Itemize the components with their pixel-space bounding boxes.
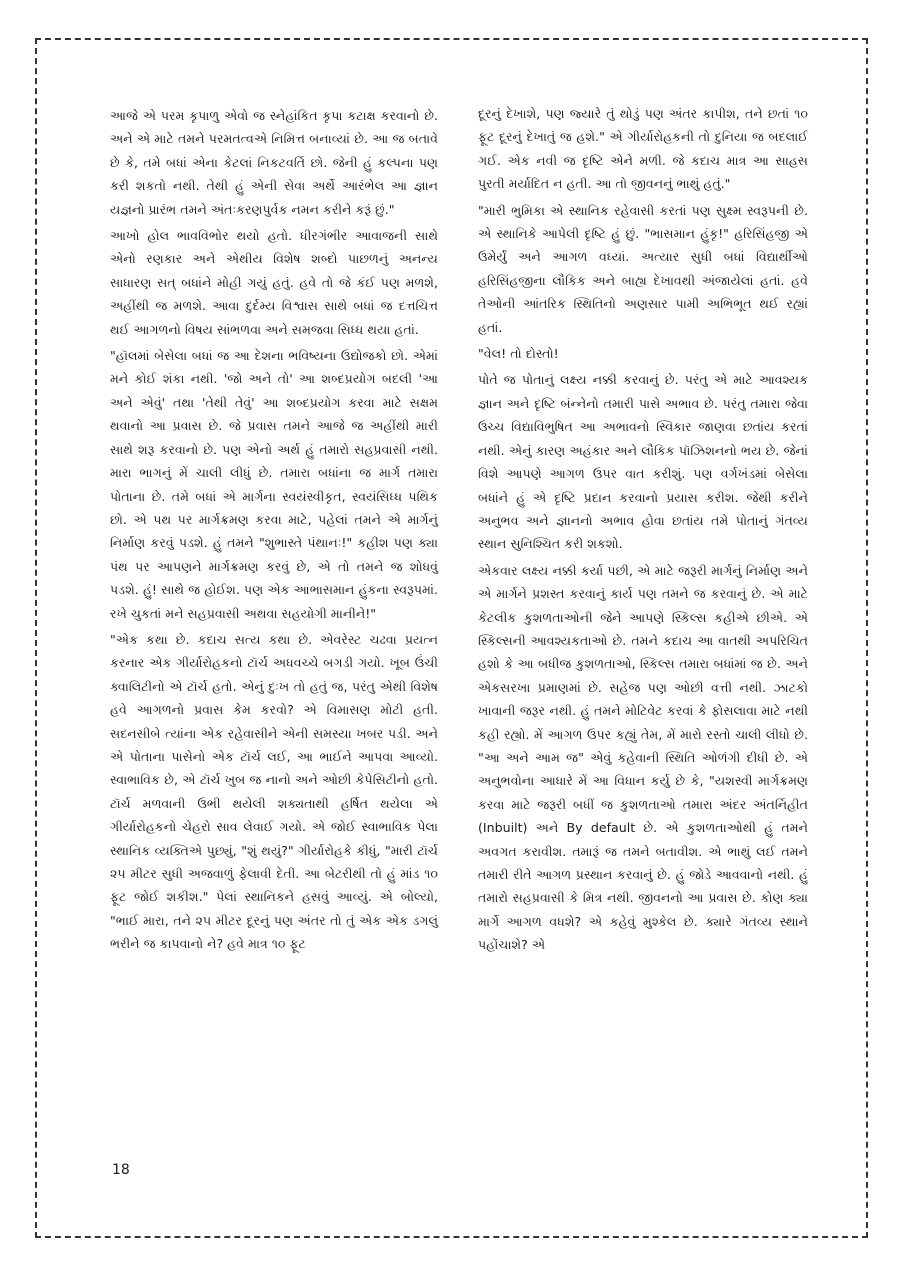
paragraph: એકવાર લક્ષ્ય નક્કી કર્યા પછી, એ માટે જરૂરી માર્ગનું નિર્માણ અને એ માર્ગને પ્રશસ્ત કરવાનું કાર્ય પણ તમને જ કરવાનું છે. એ માટે કેટલીક કુશળતાઓની જેને આપણે સ્કિલ્સ કહીએ છીએ. એ સ્કિલ્સની આવશ્યકતાઓ છે. તમને કદાચ આ વાતથી અપરિચિત હશો કે આ બધીજ કુશળતાઓ, સ્કિલ્સ તમારા બધાંમાં જ છે. અને એકસરખા પ્રમાણમાં છે. સહેજ પણ ઓછી વત્તી નથી. ઝાટકો ખાવાની જરૂર નથી. હું તમને મોટિવેટ કરવાં કે ફોસલાવા માટે નથી કહી રહ્યો. મેં આગળ ઉપર કહ્યું તેમ, મેં મારો રસ્તો ચાલી લીધો છે. "આ અને આમ જ" એવું કહેવાની સ્થિતિ ઓળંગી દીધી છે. એ અનુભવોના આધારે મેં આ વિધાન કર્યુ છે કે, "યશસ્વી માર્ગક્રમણ કરવા માટે જરૂરી બધીં જ કુશળતાઓ તમારા અંદર અંતર્નિહીત (Inbuilt) અને By default છે. એ કુશળતાઓથી હું તમને અવગત કરાવીશ. તમારૂં જ તમને બતાવીશ. એ ભાથું લઈ તમને તમારી રીતે આગળ પ્રસ્થાન કરવાનું છે. હું જોડે આવવાનો નથી. હું તમારો સહપ્રવાસી કે મિત્ર નથી. જીવનનો આ પ્રવાસ છે. કોણ ક્યા માર્ગે આગળ વધશે? એ કહેવું મુશ્કેલ છે. ક્યારે ગંતવ્ય સ્થાને પહોંચાશે? એ: [478, 562, 808, 953]
paragraph: પોતે જ પોતાનું લક્ષ્ય નક્કી કરવાનું છે. પરંતુ એ માટે આવશ્યક જ્ઞાન અને દૃષ્ટિ બંન્નેનો તમારી પાસે અભાવ છે. પરંતુ તમારા જેવા ઉચ્ચ વિદ્યાવિભુષિત આ અભાવનો સ્વિકાર જાણવા છતાંય કરતાં નથી. એનું કારણ અહંકાર અને લૌકિક પૉઝિશનનો ભય છે. જેનાં વિશે આપણે આગળ ઉપર વાત કરીશું. પણ વર્ગખંડમાં બેસેલા બધાંને હું એ દૃષ્ટિ પ્રદાન કરવાનો પ્રયાસ કરીશ. જેથી કરીને અનુભવ અને જ્ઞાનનો અભાવ હોવા છતાંય તમે પોતાનું ગંતવ્ય સ્થાન સુનિશ્ચિત કરી શકશો.: [478, 372, 808, 552]
paragraph: "હૉલમાં બેસેલા બધાં જ આ દેશના ભવિષ્યના ઉદ્યોજકો છો. એમાં મને કોઈ શંકા નથી. 'જો અને તો' આ શબ્દપ્રયોગ બદલી 'આ અને એવું' તથા 'તેથી તેવું' આ શબ્દપ્રયોગ કરવા માટે સક્ષમ થવાનો આ પ્રવાસ છે. જે પ્રવાસ તમને આજે જ અહીંથી મારી સાથે શરૂ કરવાનો છે. પણ એનો અર્થ હું તમારો સહપ્રવાસી નથી. મારા ભાગનું મેં ચાલી લીધું છે. તમારા બધાંના જ માર્ગ તમારા પોતાના છે. તમે બધાં એ માર્ગના સ્વયંસ્વીકૃત, સ્વયંસિધ્ધ પથિક છો. એ પથ પર માર્ગક્રમણ કરવા માટે, પહેલાં તમને એ માર્ગનું નિર્માણ કરવું પડશે. હું તમને "શુભાસ્તે પંથાનઃ!" કહીશ પણ ક્યા પંથ પર આપણને માર્ગક્રમણ કરવું છે, એ તો તમને જ શોધવું પડશે. હું! સાથે જ હોઈશ. પણ એક આભાસમાન હુંકના સ્વરૂપમાં. રખે ચુકતાં મને સહપ્રવાસી અથવા સહયોગી માનીને!": [110, 348, 438, 621]
paragraph: દૂરનું દેખાશે, પણ જ્યારે તું થોડું પણ અંતર કાપીશ, તને છતાં ૧૦ ફૂટ દૂરનું દેખાતું જ હશે." એ ગીર્યારોહકની તો દુનિયા જ બદલાઈ ગઈ. એક નવી જ દૃષ્ટિ એને મળી. જે કદાચ માત્ર આ સાહસ પુરતી મર્યાદિત ન હતી. આ તો જીવનનું ભાથું હતું.": [478, 106, 808, 192]
paragraph: "મારી ભુમિકા એ સ્થાનિક રહેવાસી કરતાં પણ સુક્ષ્મ સ્વરૂપની છે. એ સ્થાનિકે આપેલી દૃષ્ટિ હું છું. "ભાસમાન હુંકૃ!" હરિસિંહજી એ ઉમેર્યું અને આગળ વધ્યાં. અત્યાર સુધી બધાં વિદ્યાર્થીઓ હરિસિંહજીના લૌકિક અને બાહ્ય દેખાવથી અંજાયેલાં હતાં. હવે તેઓની આંતરિક સ્થિતિનો અણસાર પામી અભિભૂત થઈ રહ્યાં હતાં.: [478, 202, 808, 335]
left-column: [110, 104, 438, 959]
paragraph: "વેલ! તો દોસ્તો!: [478, 346, 559, 362]
paragraph: "એક કથા છે. કદાચ સત્ય કથા છે. એવરેસ્ટ ચઢવા પ્રયત્ન કરનાર એક ગીર્યારોહકનો ટૉર્ચ અધવચ્ચે બગડી ગયો. ખૂબ ઉંચી ક્વાલિટીનો એ ટૉર્ચ હતો. એનું દુઃખ તો હતું જ, પરંતુ એથી વિશેષ હવે આગળનો પ્રવાસ કેમ કરવો? એ વિમાસણ મોટી હતી. સદનસીબે ત્યાંના એક રહેવાસીને એની સમસ્યા ખબર પડી. અને એ પોતાના પાસેનો એક ટૉર્ચ લઈ, આ ભાઈને આપવા આવ્યો. સ્વાભાવિક છે, એ ટૉર્ચ ખુબ જ નાનો અને ઓછી કેપેસિટીનો હતો. ટૉર્ચ મળવાની ઉભી થયેલી શક્યતાથી હર્ષિત થયેલા એ ગીર્યારોહકનો ચેહરો સાવ લેવાઈ ગયો. એ જોઈ સ્વાભાવિક પેલા સ્થાનિક વ્યક્તિએ પુછ્યું, "શું થયું?" ગીર્યારોહકે કીધું, "મારી ટૉર્ચ ૨૫ મીટર સુધી અજવાળું ફેલાવી દેતી. આ બેટરીથી તો હું માંડ ૧૦ ફૂટ જોઈ શકીશ." પેલાં સ્થાનિકને હસવું આવ્યું. એ બોલ્યો, "ભાઈ મારા, તને ૨૫ મીટર દૂરનું પણ અંતર તો તું એક એક ડગલું ભરીને જ કાપવાનો ને? હવે માત્ર ૧૦ ફૂટ: [110, 631, 438, 952]
paragraph: આખો હોલ ભાવવિભોર થયો હતો. ધીરગંભીર આવાજની સાથે એનો રણકાર અને એથીય વિશેષ શબ્દો પાછળનું અનન્ય સાધારણ સત્ બધાંને મોહી ગયું હતું. હવે તો જે કંઈ પણ મળશે, અહીંથી જ મળશે. આવા દુર્દમ્ય વિશ્વાસ સાથે બધાં જ દત્તચિત્ત થઈ આગળનો વિષય સાંભળવા અને સમજવા સિધ્ધ થયા હતાં.: [110, 228, 438, 337]
right-column: [478, 102, 808, 960]
paragraph: આજે એ પરમ કૃપાળુ એવો જ સ્નેહાંકિત કૃપા કટાક્ષ કરવાનો છે. અને એ માટે તમને પરમતત્વએ નિમિત્ત બનાવ્યાં છે. આ જ બતાવે છે કે, તમે બધાં એના કેટલાં નિકટવર્તિ છો. જેની હું કલ્પના પણ કરી શકતો નથી. તેથી હું એની સેવા અર્થે આરંભેલ આ જ્ઞાન યજ્ઞનો પ્રારંભ તમને અંતઃકરણપુર્વક નમન કરીને કરૂં છું.": [110, 108, 438, 217]
page-number: 18: [112, 1162, 130, 1178]
